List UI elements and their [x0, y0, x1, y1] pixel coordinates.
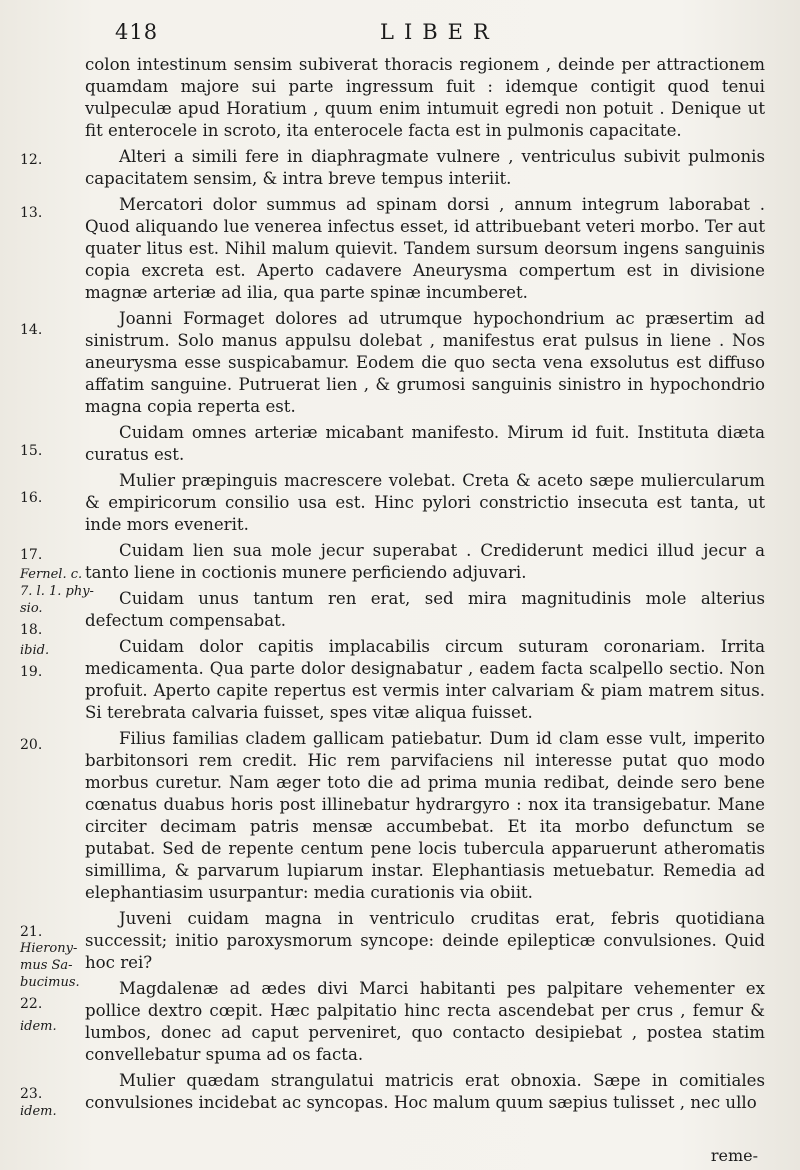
margin-number: 13.	[20, 205, 43, 221]
margin-source-note: ibid.	[20, 643, 50, 658]
paragraph: colon intestinum sensim subiverat thoracis regionem , deinde per attractionem quamdam majore sui parte ingressum fuit : idemque contigit quod tenui vulpeculæ apud Horatium , quum enim intumuit egredi non potuit . Denique ut fit enterocele in scroto, ita enterocele facta est in pulmonis capacitate.	[85, 55, 765, 140]
paragraph: Cuidam unus tantum ren erat, sed mira magnitudinis mole alterius defectum compensabat.	[85, 589, 765, 630]
margin-notes	[0, 0, 94, 1170]
margin-source-note: Hierony-mus Sa-bucimus.	[20, 941, 80, 990]
margin-number: 14.	[20, 322, 43, 338]
margin-number: 23.	[20, 1086, 43, 1102]
paragraph: Juveni cuidam magna in ventriculo cruditas erat, febris quotidiana successit; initio paroxysmorum syncope: deinde epilepticæ convulsiones. Quid hoc rei?	[85, 909, 765, 972]
catchword: reme-	[710, 1146, 758, 1165]
margin-number: 19.	[20, 664, 43, 680]
paragraph: Filius familias cladem gallicam patiebatur. Dum id clam esse vult, imperito barbitonsori rem credit. Hic rem parvifaciens nil interesse putat quo modo morbus curetur. Nam æger toto die ad prima munia redibat, deinde sero bene cœnatus duabus horis post illinebatur hydrargyro : nox ita transigebatur. Mane circiter decimam patris mensæ accumbebat. Et ita morbo defunctum se putabat. Sed de repente centum pene locis tubercula apparuerunt atheromatis simillima, & parvarum lupiarum instar. Elephantiasis metuebatur. Remedia ad elephantiasim usurpantur: media curationis via obiit.	[85, 729, 765, 902]
running-title: LIBER	[380, 20, 499, 44]
margin-number: 15.	[20, 443, 43, 459]
margin-number: 21.	[20, 924, 43, 940]
paragraph: Magdalenæ ad ædes divi Marci habitanti pes palpitare vehementer ex pollice dextro cœpit. Hæc palpitatio hinc recta ascendebat per crus , femur & lumbos, donec ad caput perveniret, quo contacto desipiebat , postea statim convellebatur spuma ad os facta.	[85, 979, 765, 1064]
margin-number: 22.	[20, 996, 43, 1012]
margin-number: 16.	[20, 490, 43, 506]
paragraph: Mulier quædam strangulatui matricis erat obnoxia. Sæpe in comitiales convulsiones incidebat ac syncopas. Hoc malum quum sæpius tulisset , nec ullo	[85, 1071, 765, 1112]
margin-number: 17.	[20, 547, 43, 563]
paragraph: Mulier præpinguis macrescere volebat. Creta & aceto sæpe muliercularum & empiricorum consilio usa est. Hinc pylori constrictio insecuta est tanta, ut inde mors evenerit.	[85, 471, 765, 534]
paragraph: Joanni Formaget dolores ad utrumque hypochondrium ac præsertim ad sinistrum. Solo manus appulsu dolebat , manifestus erat pulsus in liene . Nos aneurysma esse suspicabamur. Eodem die quo secta vena exsolutus est diffuso affatim sanguine. Putruerat lien , & grumosi sanguinis sinistro in hypochondrio magna copia reperta est.	[85, 309, 765, 416]
paragraph: Mercatori dolor summus ad spinam dorsi , annum integrum laborabat . Quod aliquando lue venerea infectus esset, id attribuebant veteri morbo. Ter aut quater litus est. Nihil malum quievit. Tandem sursum deorsum ingens sanguinis copia excreta est. Aperto cadavere Aneurysma compertum est in divisione magnæ arteriæ ad ilia, qua parte spinæ incumberet.	[85, 195, 765, 302]
paragraph: Cuidam lien sua mole jecur superabat . Crediderunt medici illud jecur a tanto liene in coctionis munere perficiendo adjuvari.	[85, 541, 765, 582]
paragraph: Alteri a simili fere in diaphragmate vulnere , ventriculus subivit pulmonis capacitatem sensim, & intra breve tempus interiit.	[85, 147, 765, 188]
body-text	[85, 54, 765, 1118]
margin-source-note: idem.	[20, 1104, 57, 1119]
paragraph: Cuidam omnes arteriæ micabant manifesto. Mirum id fuit. Instituta diæta curatus est.	[85, 423, 765, 464]
margin-number: 20.	[20, 737, 43, 753]
margin-number: 18.	[20, 622, 43, 638]
margin-source-note: idem.	[20, 1019, 57, 1034]
paragraph: Cuidam dolor capitis implacabilis circum suturam coronariam. Irrita medicamenta. Qua parte dolor designabatur , eadem facta scalpello sectio. Non profuit. Aperto capite repertus est vermis inter calvariam & piam matrem situs. Si terebrata calvaria fuisset, spes vitæ aliqua fuisset.	[85, 637, 765, 722]
margin-number: 12.	[20, 152, 43, 168]
page-number: 418	[115, 20, 159, 44]
margin-source-note: Fernel. c. 7. l. 1. phy-sio.	[20, 567, 94, 616]
page-header	[115, 20, 715, 50]
